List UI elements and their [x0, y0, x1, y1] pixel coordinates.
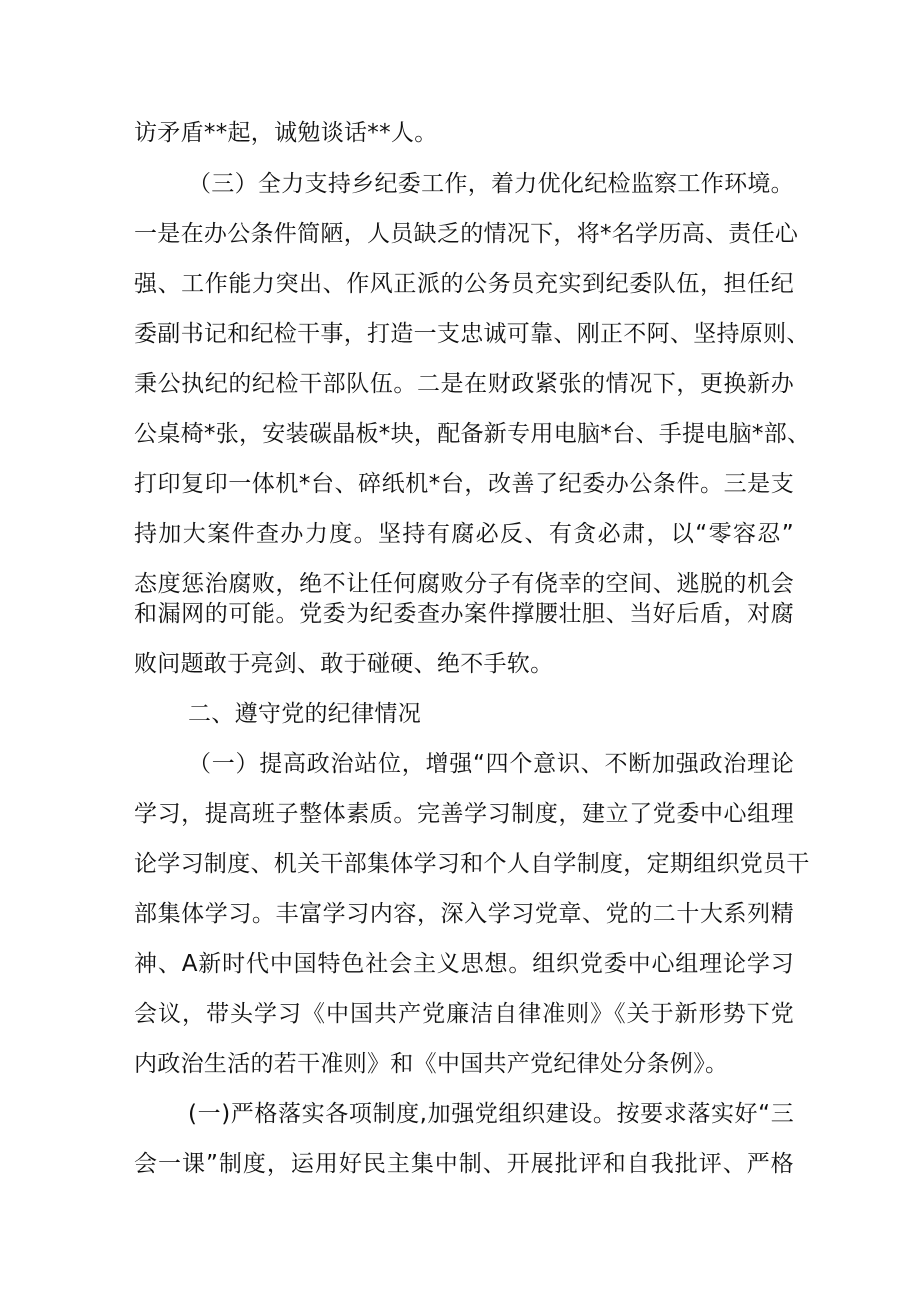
text-line: 会一课”制度，运用好民主集中制、开展批评和自我批评、严格 [134, 1151, 794, 1177]
text-line: 强、工作能力突出、作风正派的公务员充实到纪委队伍，担任纪 [134, 271, 794, 297]
text-line: 秉公执纪的纪检干部队伍。二是在财政紧张的情况下，更换新办 [134, 371, 794, 397]
text-line: 内政治生活的若干准则》和《中国共产党纪律处分条例》。 [134, 1051, 729, 1077]
text-line: 败问题敢于亮剑、敢于碰硬、绝不手软。 [134, 651, 554, 677]
text-line: 论学习制度、机关干部集体学习和个人自学制度，定期组织党员干 [134, 851, 810, 877]
text-line: 访矛盾**起，诚勉谈话**人。 [134, 120, 438, 146]
text-line: 一是在办公条件简陋，人员缺乏的情况下，将*名学历高、责任心 [134, 221, 799, 247]
text-line: 学习，提高班子整体素质。完善学习制度，建立了党委中心组理 [134, 801, 794, 827]
paragraph-heading: (一)严格落实各项制度,加强党组织建设。按要求落实好“三 [188, 1101, 794, 1127]
text-line: 态度惩治腐败，绝不让任何腐败分子有侥幸的空间、逃脱的机会 [134, 571, 794, 597]
text-line: 委副书记和纪检干事，打造一支忠诚可靠、刚正不阿、坚持原则、 [134, 321, 810, 347]
text-line: 部集体学习。丰富学习内容，深入学习党章、党的二十大系列精 [134, 901, 794, 927]
text-line: 打印复印一体机*台、碎纸机*台，改善了纪委办公条件。三是支 [134, 471, 794, 497]
text-line: 和漏网的可能。党委为纪委查办案件撑腰壮胆、当好后盾，对腐 [134, 601, 794, 627]
text-line: 神、A新时代中国特色社会主义思想。组织党委中心组理论学习 [134, 951, 794, 977]
section-heading: 二、遵守党的纪律情况 [188, 701, 421, 727]
paragraph-heading: （三）全力支持乡纪委工作，着力优化纪检监察工作环境。 [188, 171, 794, 197]
paragraph-heading: （一）提高政治站位，增强“四个意识、不断加强政治理论 [188, 751, 794, 777]
text-line: 持加大案件查办力度。坚持有腐必反、有贪必肃，以“零容忍” [134, 521, 794, 547]
text-line: 会议，带头学习《中国共产党廉洁自律准则》《关于新形势下党 [134, 1001, 794, 1027]
text-line: 公桌椅*张，安装碳晶板*块，配备新专用电脑*台、手提电脑*部、 [134, 421, 811, 447]
